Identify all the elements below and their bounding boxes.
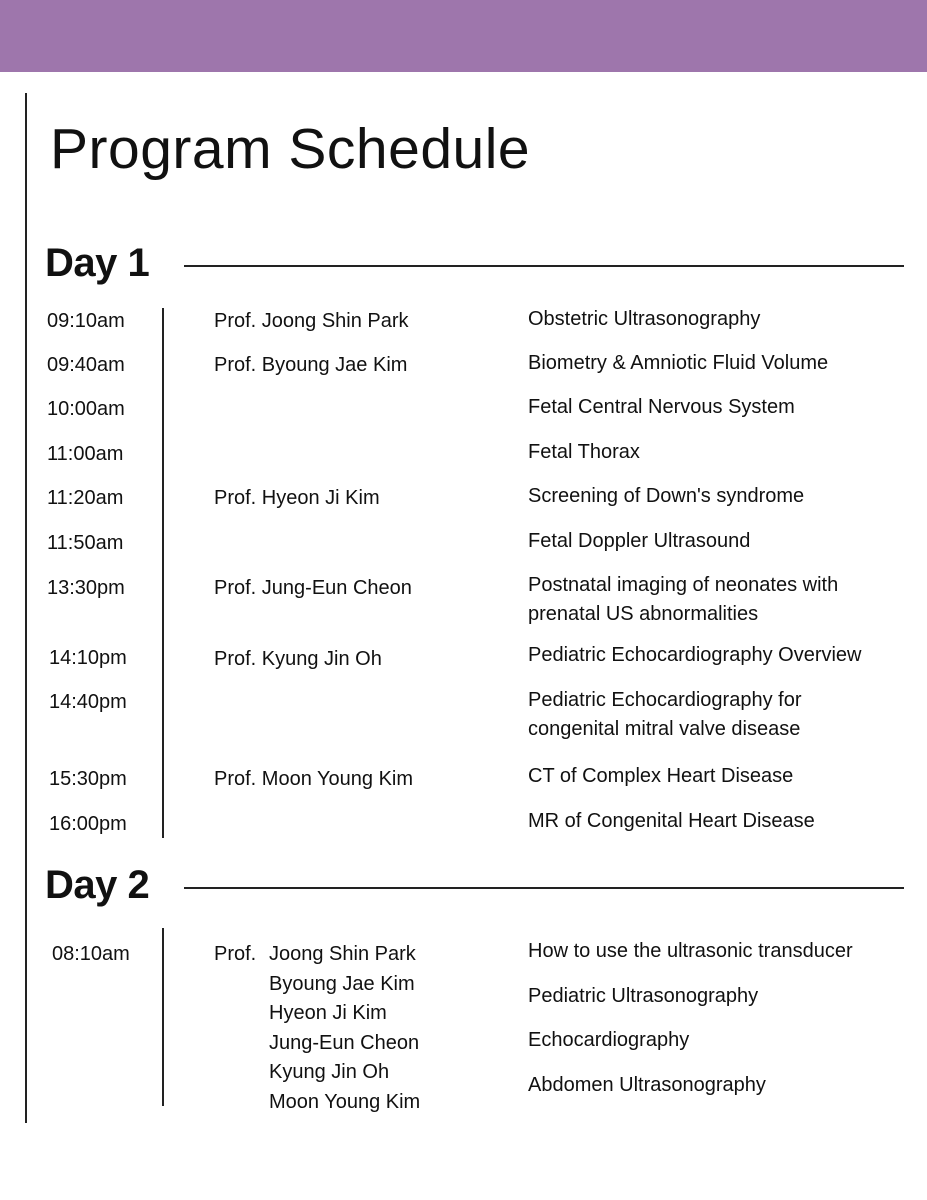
time-cell: 14:40pm <box>49 691 127 713</box>
speaker-cell: Prof. Jung-Eun Cheon <box>214 577 412 599</box>
time-cell: 09:40am <box>47 354 125 376</box>
topic-cell-line: congenital mitral valve disease <box>528 718 801 740</box>
day2-heading: Day 2 <box>45 863 150 907</box>
topic-cell: Abdomen Ultrasonography <box>528 1074 766 1096</box>
time-cell: 15:30pm <box>49 768 127 790</box>
time-cell: 16:00pm <box>49 813 127 835</box>
time-cell: 09:10am <box>47 310 125 332</box>
time-cell: 11:50am <box>47 532 124 554</box>
topic-cell: Fetal Central Nervous System <box>528 396 795 418</box>
time-cell: 10:00am <box>47 398 125 420</box>
speaker-cell: Prof. Joong Shin Park <box>214 310 409 332</box>
speaker-cell: Prof. Byoung Jae Kim <box>214 354 408 376</box>
topic-cell: MR of Congenital Heart Disease <box>528 810 815 832</box>
left-margin-rule <box>25 93 27 1123</box>
time-cell: 11:20am <box>47 487 124 509</box>
speaker-name: Jung-Eun Cheon <box>269 1031 420 1054</box>
topic-cell: Biometry & Amniotic Fluid Volume <box>528 352 829 374</box>
speaker-name: Joong Shin Park <box>269 943 416 965</box>
topic-cell: Fetal Thorax <box>528 441 640 463</box>
speaker-cell: Prof. Moon Young Kim <box>214 768 414 790</box>
speaker-name: Byoung Jae Kim <box>269 972 415 995</box>
topic-cell: CT of Complex Heart Disease <box>528 765 794 787</box>
topic-cell: How to use the ultrasonic transducer <box>528 940 853 962</box>
page-title: Program Schedule <box>50 117 531 181</box>
time-cell: 13:30pm <box>47 577 125 599</box>
day1-divider <box>184 265 904 267</box>
speaker-cell: Prof. Hyeon Ji Kim <box>214 487 380 509</box>
day2-divider <box>184 887 904 889</box>
topic-cell-line: Pediatric Echocardiography for <box>528 689 802 711</box>
topic-cell: Screening of Down's syndrome <box>528 485 805 507</box>
speaker-cell: Prof. Kyung Jin Oh <box>214 648 382 670</box>
time-cell: 11:00am <box>47 443 124 465</box>
topic-cell: Pediatric Echocardiography Overview <box>528 644 862 666</box>
topic-cell-line: prenatal US abnormalities <box>528 603 759 625</box>
speaker-name: Moon Young Kim <box>269 1090 421 1113</box>
day1-heading: Day 1 <box>45 241 150 285</box>
speaker-name: Hyeon Ji Kim <box>269 1002 387 1025</box>
topic-cell-line: Postnatal imaging of neonates with <box>528 574 839 596</box>
time-cell: 08:10am <box>52 943 130 965</box>
speaker-list <box>269 940 420 1118</box>
topic-cell: Obstetric Ultrasonography <box>528 308 761 330</box>
time-cell: 14:10pm <box>49 647 127 669</box>
topic-cell: Pediatric Ultrasonography <box>528 985 759 1007</box>
topic-cell: Echocardiography <box>528 1029 690 1051</box>
topic-cell: Fetal Doppler Ultrasound <box>528 530 751 552</box>
day2-column-rule <box>162 928 164 1106</box>
day1-column-rule <box>162 308 164 838</box>
speaker-prefix: Prof. <box>214 943 257 965</box>
header-color-band <box>0 0 927 72</box>
speaker-name: Kyung Jin Oh <box>269 1061 390 1084</box>
